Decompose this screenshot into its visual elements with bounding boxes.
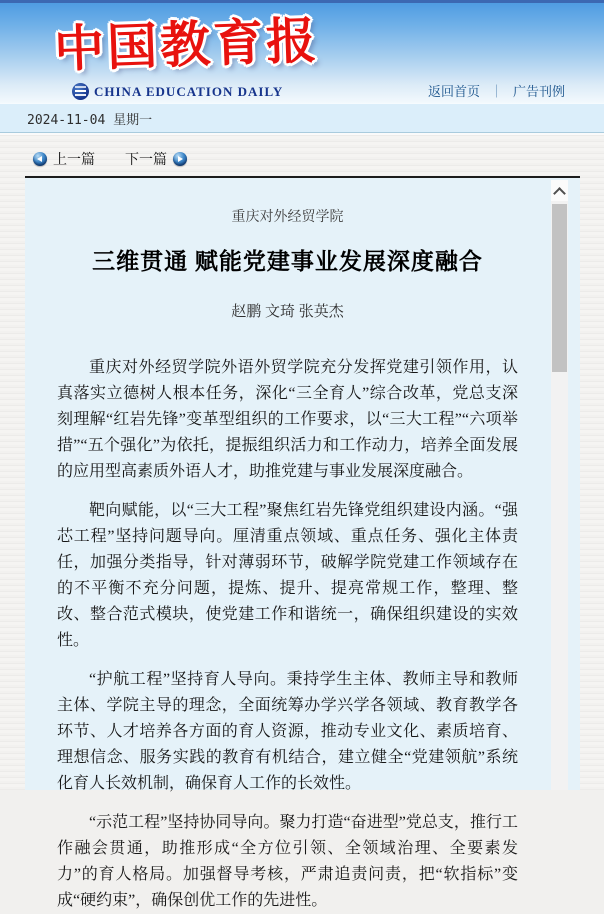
previous-article-label: 上一篇 — [53, 151, 95, 167]
article-body — [57, 355, 518, 914]
site-logo[interactable]: 中国教育报 — [53, 10, 321, 79]
article-paragraph: “护航工程”坚持育人导向。秉持学生主体、教师主导和教师主体、学院主导的理念，全面统筹办学兴学各领域、教育教学各环节、人才培养各方面的育人资源，推动专业文化、素质培育、理想信念、服务实践的教育有机结合，建立健全“党建领航”系统化育人长效机制，确保育人工作的长效性。 — [57, 671, 518, 792]
next-article-label: 下一篇 — [125, 151, 167, 167]
link-separator: ｜ — [489, 84, 503, 99]
article-authors: 赵鹏 文琦 张英杰 — [231, 304, 344, 320]
scroll-up-button[interactable] — [551, 180, 568, 201]
article-navigation — [33, 148, 187, 170]
site-logo-english-label: CHINA EDUCATION DAILY — [94, 83, 284, 99]
current-date: 2024-11-04 星期一 — [27, 112, 153, 128]
home-link[interactable]: 返回首页 — [427, 84, 480, 99]
article-organization: 重庆对外经贸学院 — [231, 210, 344, 225]
article-panel — [25, 176, 580, 909]
article-paragraph: 靶向赋能，以“三大工程”聚焦红岩先锋党组织建设内涵。“强芯工程”坚持问题导向。厘清重点领域、重点任务、强化主体责任，加强分类指导，针对薄弱环节，破解学院党建工作领域存在的不平衡不充分问题，提炼、提升、提亮常规工作，整理、整改、整合范式模块，使党建工作和谐统一，确保组织建设的实效性。 — [57, 502, 518, 649]
previous-article-button[interactable] — [33, 149, 95, 169]
scrollbar-thumb[interactable] — [552, 204, 567, 372]
site-logo-english — [72, 83, 283, 100]
next-article-button[interactable] — [125, 149, 187, 169]
vertical-scrollbar[interactable] — [551, 180, 568, 790]
article-paragraph: “示范工程”坚持协同导向。聚力打造“奋进型”党总支，推行工作融会贯通，助推形成“全方位引领、全领域治理、全要素发力”的育人格局。加强督导考核，严肃追责问责，把“软指标”变成“硬约束”，确保创优工作的先进性。 — [57, 814, 518, 909]
previous-arrow-icon — [33, 152, 47, 166]
date-bar — [0, 103, 604, 133]
article-title: 三维贯通 赋能党建事业发展深度融合 — [92, 249, 483, 274]
next-arrow-icon — [173, 152, 187, 166]
logo-globe-icon — [72, 83, 89, 100]
advertising-link[interactable]: 广告刊例 — [512, 84, 565, 99]
article-content — [25, 178, 580, 914]
site-header — [0, 0, 604, 103]
header-links — [428, 81, 565, 100]
article-paragraph: 重庆对外经贸学院外语外贸学院充分发挥党建引领作用，认真落实立德树人根本任务，深化“三全育人”综合改革，党总支深刻理解“红岩先锋”变革型组织的工作要求，以“三大工程”“六项举措”“五个强化”为依托，提振组织活力和工作动力，培养全面发展的应用型高素质外语人才，助推党建与事业发展深度融合。 — [57, 359, 518, 480]
